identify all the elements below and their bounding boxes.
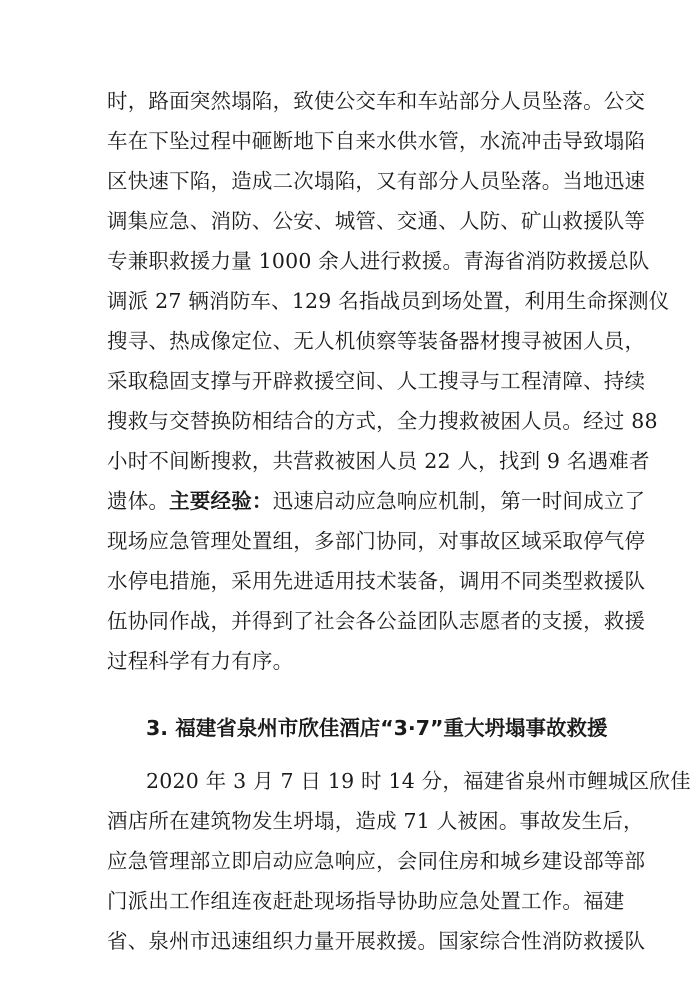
paragraph-line: 调集应急、消防、公安、城管、交通、人防、矿山救援队等 <box>107 209 646 233</box>
paragraph-line: 采取稳固支撑与开辟救援空间、人工搜寻与工程清障、持续 <box>107 369 646 393</box>
paragraph-line: 门派出工作组连夜赶赴现场指导协助应急处置工作。福建 <box>107 889 625 913</box>
paragraph-line: 专兼职救援力量 1000 余人进行救援。青海省消防救援总队 <box>107 249 650 273</box>
paragraph-line: 搜寻、热成像定位、无人机侦察等装备器材搜寻被困人员， <box>107 329 646 353</box>
paragraph-line: 区快速下陷，造成二次塌陷，又有部分人员坠落。当地迅速 <box>107 169 646 193</box>
paragraph-line: 过程科学有力有序。 <box>107 649 294 673</box>
paragraph-line: 应急管理部立即启动应急响应，会同住房和城乡建设部等部 <box>107 849 646 873</box>
paragraph-line: 水停电措施，采用先进适用技术装备，调用不同类型救援队 <box>107 569 646 593</box>
paragraph-line-key-experience <box>107 486 646 516</box>
paragraph-line: 省、泉州市迅速组织力量开展救援。国家综合性消防救援队 <box>107 929 646 953</box>
paragraph-line: 酒店所在建筑物发生坍塌，造成 71 人被困。事故发生后， <box>107 809 644 833</box>
paragraph-line: 现场应急管理处置组，多部门协同，对事故区域采取停气停 <box>107 529 646 553</box>
paragraph-line: 时，路面突然塌陷，致使公交车和车站部分人员坠落。公交 <box>107 89 646 113</box>
paragraph-line: 调派 27 辆消防车、129 名指战员到场处置，利用生命探测仪 <box>107 289 670 313</box>
section-heading: 3. 福建省泉州市欣佳酒店“3·7”重大坍塌事故救援 <box>146 716 608 740</box>
key-experience-label: 主要经验： <box>169 489 273 513</box>
paragraph-line: 车在下坠过程中砸断地下自来水供水管，水流冲击导致塌陷 <box>107 129 646 153</box>
line-text: 迅速启动应急响应机制，第一时间成立了 <box>272 489 646 513</box>
paragraph-line: 小时不间断搜救，共营救被困人员 22 人，找到 9 名遇难者 <box>107 449 650 473</box>
paragraph-line: 伍协同作战，并得到了社会各公益团队志愿者的支援，救援 <box>107 609 646 633</box>
line-text: 遗体。 <box>107 489 170 513</box>
paragraph-line: 搜救与交替换防相结合的方式，全力搜救被困人员。经过 88 <box>107 409 658 433</box>
paragraph-line: 2020 年 3 月 7 日 19 时 14 分，福建省泉州市鲤城区欣佳 <box>146 769 691 793</box>
